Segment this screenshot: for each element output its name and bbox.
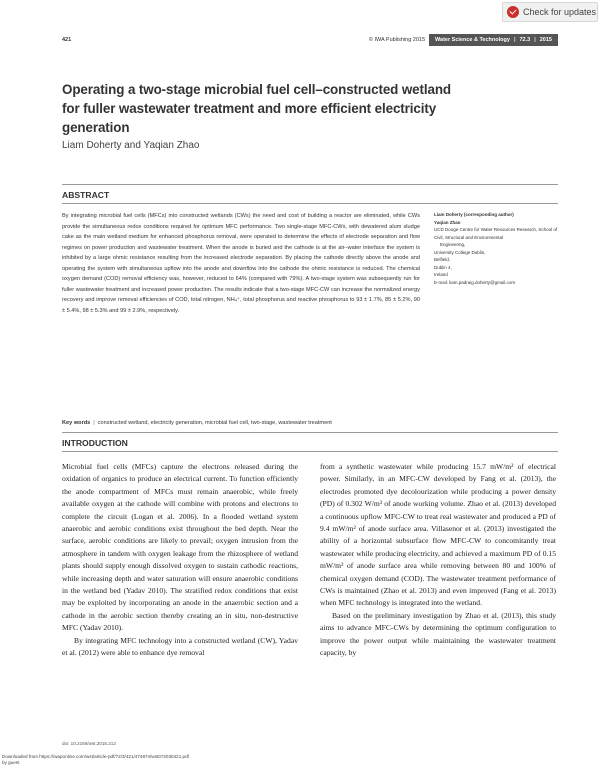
download-line: by guest <box>2 760 20 765</box>
affiliation-line: University College Dublin, <box>434 249 486 255</box>
journal-box: Water Science & Technology | 72.3 | 2015 <box>429 34 558 46</box>
author-affiliation <box>434 211 564 286</box>
keywords-list: constructed wetland, electricity generation, microbial fuel cell, two-stage, wastewater treatment <box>97 420 332 426</box>
journal-year: 2015 <box>539 37 552 43</box>
doi: doi: 10.2166/wst.2015.212 <box>62 741 116 746</box>
affiliation-line: Yaqian Zhao <box>434 219 461 225</box>
download-line: Downloaded from https://iwaponline.com/wst/article-pdf/72/3/421/474874/wst072030421.pdf <box>2 754 189 759</box>
abstract-body: By integrating microbial fuel cells (MFCs) into constructed wetlands (CWs) the need and cost of building a reactor are eliminated, while CWs provide the simultaneous redox conditions required for optimum MFC performance. Two single-stage MFC-CWs, with dewatered alum sludge cake as the main wetland medium for enhanced phosphorus removal, were operated to determine the effects of electrode separation and flow regimes on power production and wastewater treatment. When the anode is buried and the cathode is at the air–water interface the system is inhibited by a large ohmic resistance resulting from the increased electrode separation. By placing the cathode directly above the anode and operating the system with simultaneous upflow into the anode and downflow into the cathode the ohmic resistance is reduced. The chemical oxygen demand (COD) removal efficiency was, however, reduced to 64% (compared with 79%). A two-stage system was subsequently run for fuller wastewater treatment and increased power production. The results indicate that a two-stage MFC-CW can increase the normalized energy recovery and improve removal efficiencies of COD, total nitrogen, NH₄⁺, total phosphorus and reactive phosphorus to 93 ± 1.7%, 85 ± 5.2%, 90 ± 5.4%, 98 ± 5.3% and 99 ± 2.9%, respectively. <box>62 213 420 314</box>
divider <box>62 203 558 204</box>
paragraph: Microbial fuel cells (MFCs) capture the electrons released during the oxidation of organics to produce an electrical current. To function efficiently the anode compartment of MFCs must remain anaerobic, while freely available oxygen at the cathode will combine with protons and electrons to complete the circuit (Logan et al. 2006). In a flooded wetland system anaerobic and aerobic conditions exist throughout the bed depth. Near the surface, aerobic conditions are likely to prevail; oxygen intrusion from the atmosphere in tandem with oxygen leakage from the rhizosphere of wetland plants should supply enough dissolved oxygen to sustain cathodic reactions, while increasing depth and water saturation will ensure anaerobic conditions in the wetland bed (Yadav 2010). The stratified redox conditions that exist may be exploited by incorporating an anode in the anaerobic section and a cathode in the aerobic section thereby creating an in situ, non-destructive MFC (Yadav 2010). <box>62 462 298 633</box>
divider <box>62 184 558 185</box>
affiliation-line: Dublin 4, <box>434 264 452 270</box>
divider <box>62 451 558 452</box>
affiliation-line: Belfield, <box>434 257 451 262</box>
divider <box>62 432 558 433</box>
abstract-heading: ABSTRACT <box>62 190 110 200</box>
journal-name: Water Science & Technology <box>435 37 510 43</box>
keywords: Key words | constructed wetland, electricity generation, microbial fuel cell, two-stage, wastewater treatment <box>62 418 422 429</box>
article-title: Operating a two-stage microbial fuel cell–constructed wetland for fuller wastewater treatment and more efficient electricity generation <box>62 82 452 135</box>
journal-header <box>62 34 558 46</box>
affiliation-line: Liam Doherty (corresponding author) <box>434 212 514 217</box>
check-for-updates-button[interactable] <box>502 2 598 22</box>
introduction-heading: INTRODUCTION <box>62 438 128 448</box>
affiliation-line: Engineering, <box>440 242 466 247</box>
publisher-credit: © IWA Publishing 2015 <box>368 37 426 43</box>
article-authors: Liam Doherty and Yaqian Zhao <box>62 140 200 151</box>
check-for-updates-label: Check for updates <box>523 7 597 17</box>
journal-volume: 72.3 <box>519 37 531 43</box>
check-update-icon <box>507 6 519 18</box>
keywords-label: Key words <box>62 420 91 426</box>
affiliation-line: UCD Dooge Centre for Water Resources Research, School of Civil, Structural and Environmental <box>434 227 558 240</box>
body-column-left <box>62 461 298 660</box>
affiliation-line: Ireland <box>434 272 448 277</box>
affiliation-email: E-mail: liam.padraig.doherty@gmail.com <box>434 279 516 285</box>
body-column-right <box>320 461 556 660</box>
paragraph: By integrating MFC technology into a constructed wetland (CW), Yadav et al. (2012) were able to enhance dye removal <box>62 635 298 658</box>
page-number: 421 <box>62 37 72 43</box>
download-footer <box>2 754 189 766</box>
paragraph: Based on the preliminary investigation by Zhao et al. (2013), this study aims to advance MFC-CWs by determining the optimum configuration to improve the power output while maintaining the wastewater treatment capacity, by <box>320 610 556 658</box>
paragraph: from a synthetic wastewater while producing 15.7 mW/m² of electrical power. Similarly, in an MFC-CW developed by Fang et al. (2013), the electrodes promoted dye decolourization while producing a power density (PD) of 0.302 W/m³ of anode working volume. Zhao et al. (2013) developed a continuous upflow MFC-CW to treat real wastewater and produced a PD of 9.4 mW/m² of anode surface area. Villasenor et al. (2013) investigated the ability of a horizontal subsurface flow MFC-CW to concomitantly treat wastewater while producing electricity, and achieved a maximum PD of 0.15 mW/m² of anode surface area while removing between 80 and 100% of chemical oxygen demand (COD). The wastewater treatment performance of CWs is maintained (Zhao et al. 2013) and even improved (Fang et al. 2013) when MFC technology is integrated into the wetland. <box>320 462 556 608</box>
